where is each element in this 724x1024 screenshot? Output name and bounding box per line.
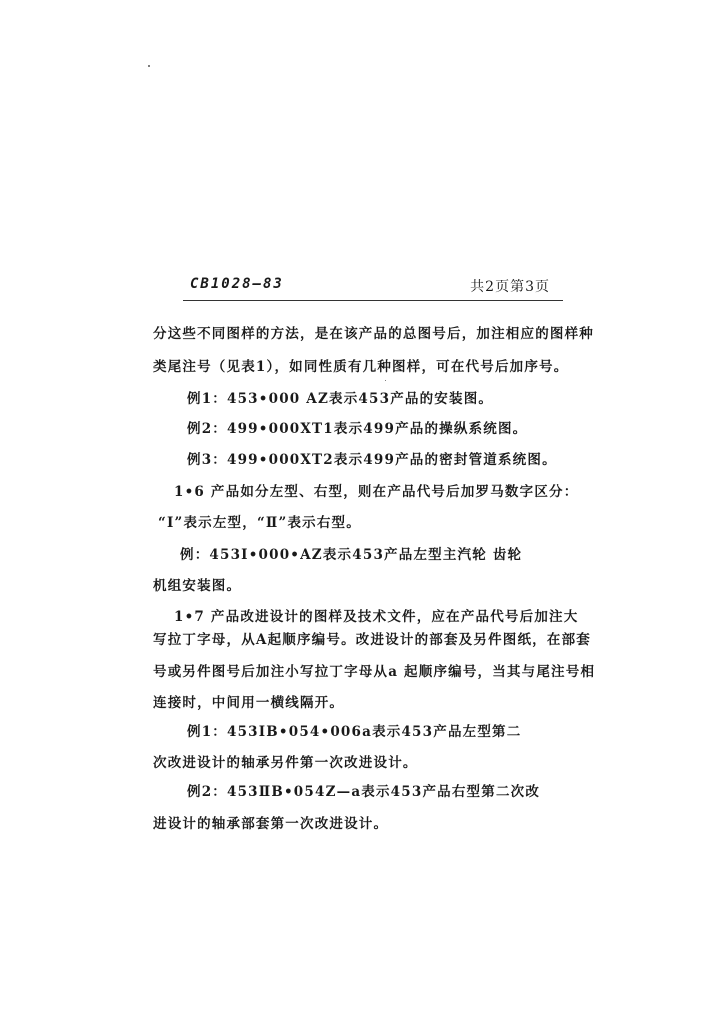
body-line-12: 号或另件图号后加注小写拉丁字母从a 起顺序编号，当其与尾注号相 xyxy=(153,664,596,680)
body-line-9: 机组安装图。 xyxy=(153,578,242,594)
body-line-15: 次改进设计的轴承另件第一次改进设计。 xyxy=(153,755,418,771)
scan-speck xyxy=(148,65,150,67)
section-1-7-line: 1•7 产品改进设计的图样及技术文件，应在产品代号后加注大 xyxy=(174,609,579,625)
example-line-2: 例2：499•000XT1表示499产品的操纵系统图。 xyxy=(187,421,528,437)
document-code: CB1028—83 xyxy=(190,276,284,292)
body-line-11: 写拉丁字母，从A起顺序编号。改进设计的部套及另件图纸，在部套 xyxy=(153,632,591,648)
page-header xyxy=(190,276,550,298)
body-line-17: 进设计的轴承部套第一次改进设计。 xyxy=(153,816,389,832)
example-line-3: 例3：499•000XT2表示499产品的密封管道系统图。 xyxy=(187,452,557,468)
page-count: 共2页第3页 xyxy=(470,279,550,295)
body-line-7: “Ⅰ”表示左型，“Ⅱ”表示右型。 xyxy=(158,515,361,531)
body-line-1: 分这些不同图样的方法，是在该产品的总图号后，加注相应的图样种 xyxy=(153,326,594,342)
scan-speck xyxy=(385,380,386,381)
example-line-4: 例：453Ⅰ•000•AZ表示453产品左型主汽轮 齿轮 xyxy=(180,547,523,563)
section-1-6-line: 1•6 产品如分左型、右型，则在产品代号后加罗马数字区分： xyxy=(174,484,579,500)
example-line-1: 例1：453•000 AZ表示453产品的安装图。 xyxy=(187,391,494,407)
header-rule xyxy=(183,300,563,301)
example-line-6: 例2：453ⅡB•054Z—a表示453产品右型第二次改 xyxy=(187,784,541,800)
body-line-13: 连接时，中间用一横线隔开。 xyxy=(153,695,345,711)
body-line-2: 类尾注号（见表1），如同性质有几种图样，可在代号后加序号。 xyxy=(153,359,569,375)
example-line-5: 例1：453ⅠB•054•006a表示453产品左型第二 xyxy=(187,724,522,740)
